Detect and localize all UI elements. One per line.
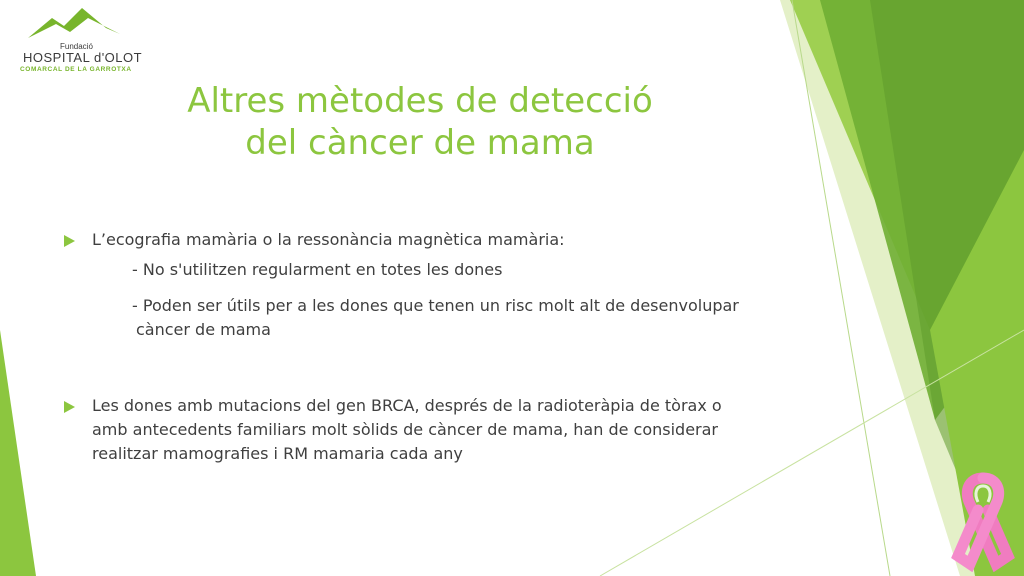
bullet-line: Les dones amb mutacions del gen BRCA, després de la radioteràpia de tòrax o	[92, 396, 722, 415]
bullet-item-2	[62, 394, 782, 466]
hospital-logo	[10, 4, 143, 74]
mountain-logo-icon	[10, 4, 140, 44]
pink-ribbon-icon	[948, 472, 1018, 572]
bullet-text: L’ecografia mamària o la ressonància magnètica mamària:	[92, 230, 565, 249]
left-green-sliver	[0, 330, 36, 576]
triangle-bullet-icon	[64, 401, 75, 413]
sub-item: - Poden ser útils per a les dones que tenen un risc molt alt de desenvolupar	[132, 296, 739, 315]
triangle-bullet-icon	[64, 235, 75, 247]
slide-body	[62, 228, 782, 466]
logo-top-text: Fundació	[60, 42, 93, 51]
sub-item: - No s'utilitzen regularment en totes les dones	[132, 260, 503, 279]
title-line-1: Altres mètodes de detecció	[187, 81, 653, 121]
logo-name: HOSPITAL d'OLOT	[23, 50, 143, 65]
bullet-line: realitzar mamografies i RM mamaria cada any	[92, 444, 463, 463]
logo-subtitle: COMARCAL DE LA GARROTXA	[20, 66, 132, 73]
sub-item-continuation: càncer de mama	[136, 320, 271, 339]
title-line-2: del càncer de mama	[245, 123, 595, 163]
bullet-line: amb antecedents familiars molt sòlids de càncer de mama, han de considerar	[92, 420, 719, 439]
bullet-item-1	[62, 228, 782, 342]
slide-title	[180, 80, 660, 164]
